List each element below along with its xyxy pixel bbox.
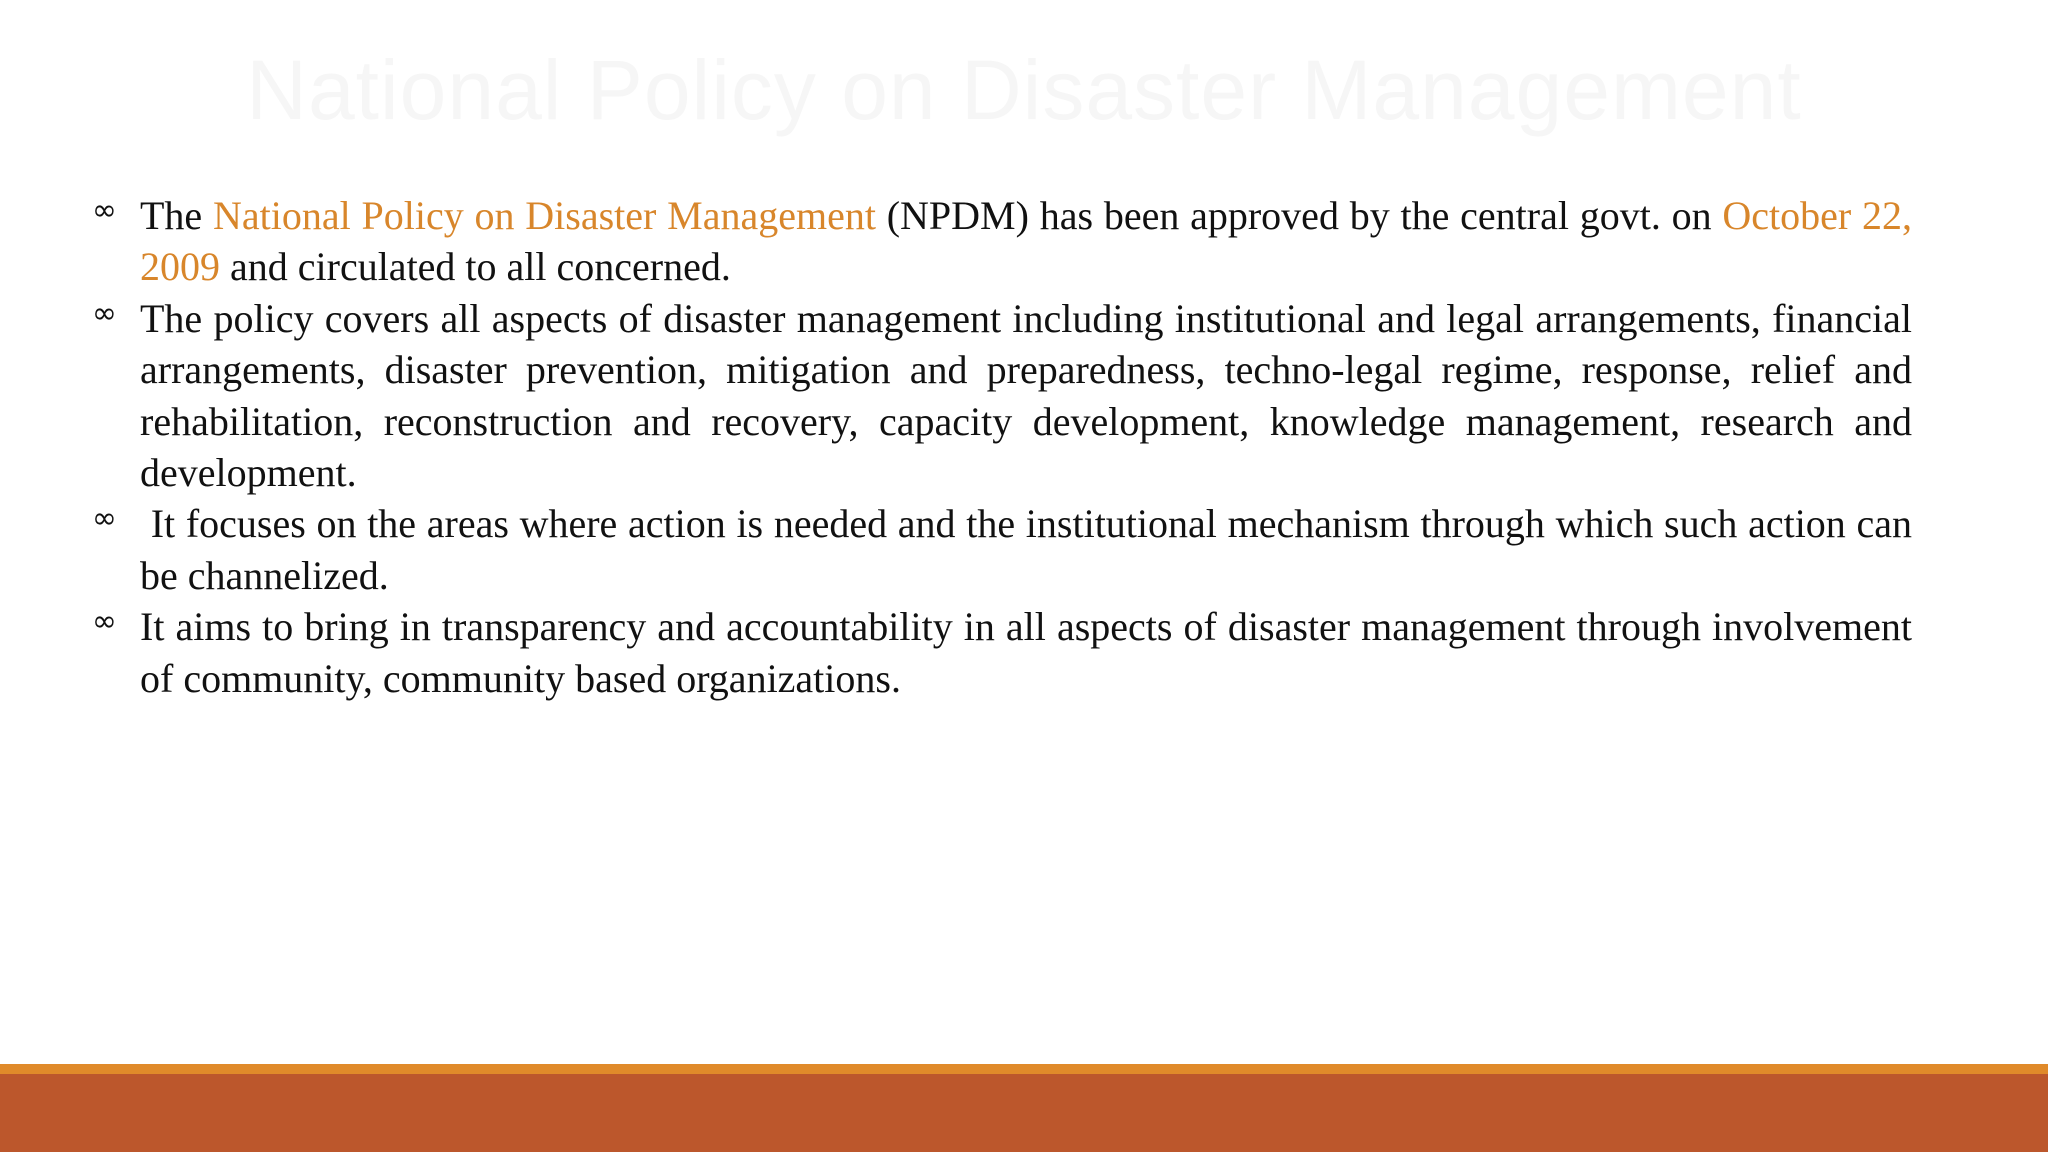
bullet-item-npdm-approval (90, 190, 1912, 293)
bullet-text: It focuses on the areas where action is needed and the institutional mechanism through which such action can be channelized. (140, 501, 1923, 598)
footer-accent-stripe (0, 1064, 2048, 1074)
slide-title: National Policy on Disaster Management (246, 43, 1802, 137)
highlight-approval-date: October 22, 2009 (140, 193, 1913, 290)
infinity-icon: ∞ (92, 295, 117, 331)
bullet-item-focus-areas (90, 498, 1923, 601)
bullet-item-policy-coverage (90, 293, 1912, 499)
infinity-icon: ∞ (92, 501, 117, 537)
bullet-list (90, 190, 1923, 704)
bullet-text: It aims to bring in transparency and accountability in all aspects of disaster management through involvement of community, community based organizations. (140, 604, 1912, 701)
bullet-text: The National Policy on Disaster Management (NPDM) has been approved by the central govt. on October 22, 2009 and circulated to all concerned. (140, 193, 1913, 290)
highlight-policy-name: National Policy on Disaster Management (212, 193, 876, 238)
bullet-text: The policy covers all aspects of disaster management including institutional and legal arrangements, financial arrangements, disaster prevention, mitigation and preparedness, techno-legal regime, response, relief and rehabilitation, reconstruction and recovery, capacity development, knowledge management, research and development. (140, 295, 1912, 496)
infinity-icon: ∞ (92, 193, 117, 228)
bullet-item-transparency (90, 601, 1912, 704)
footer-band (0, 1074, 2048, 1152)
infinity-icon: ∞ (92, 604, 117, 640)
